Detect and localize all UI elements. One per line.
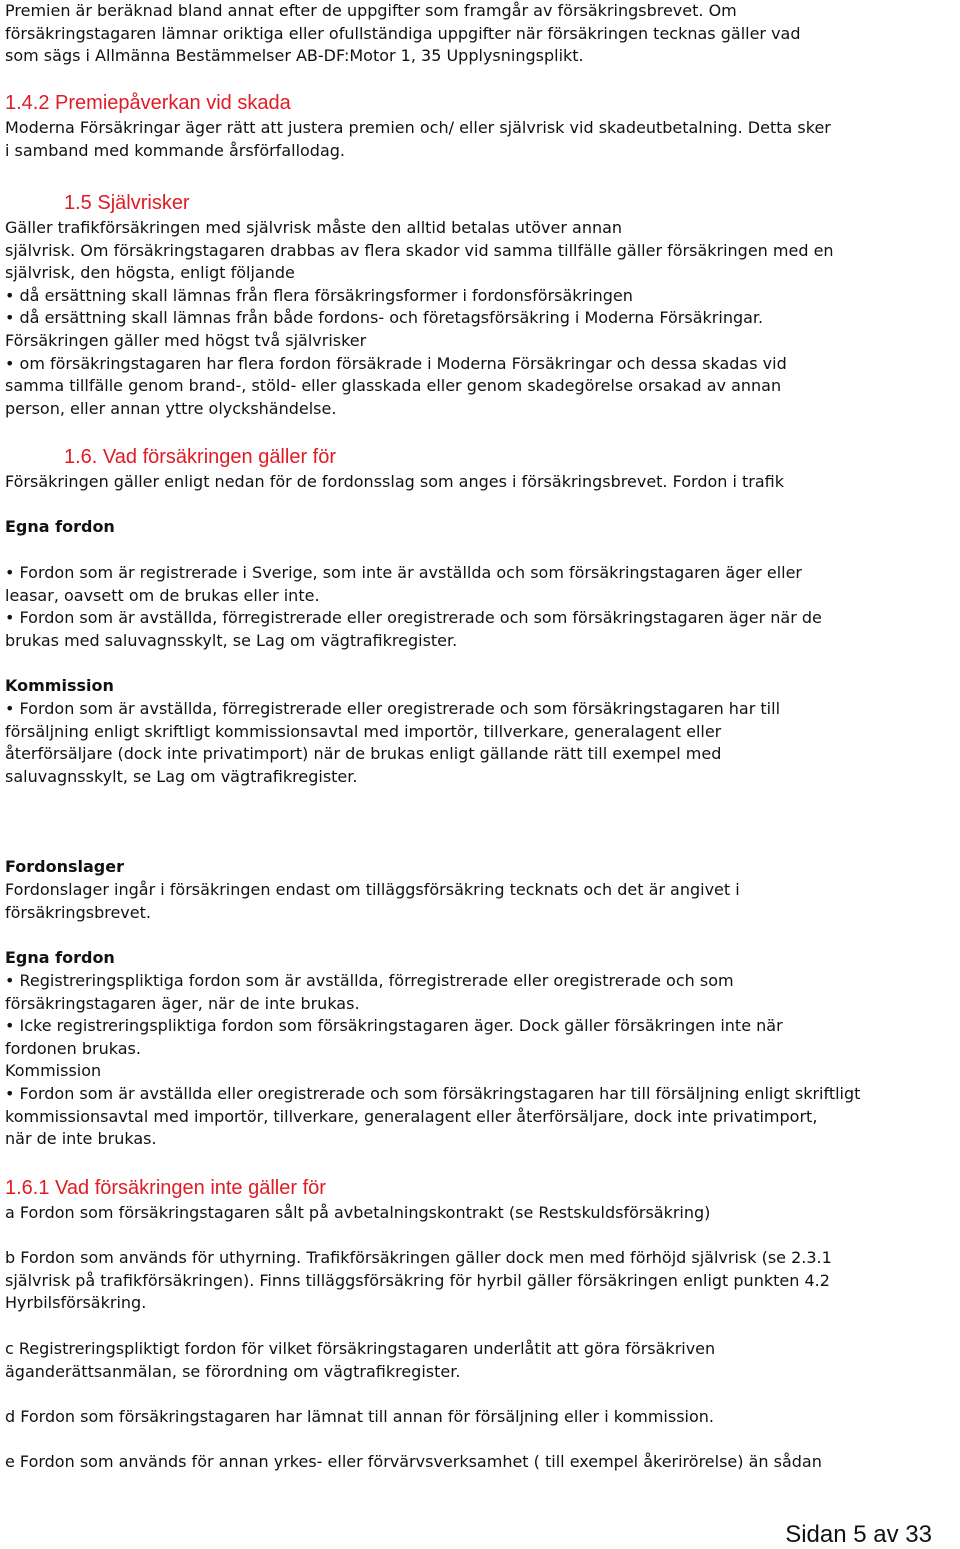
text-line: kommissionsavtal med importör, tillverkare, generalagent eller återförsäljare, dock inte privatimport, bbox=[5, 1106, 818, 1126]
subheading-text: Egna fordon bbox=[5, 948, 115, 967]
text-line: när de inte brukas. bbox=[5, 1129, 157, 1149]
paragraph-1-6-1-e bbox=[5, 1451, 957, 1474]
text-line: Moderna Försäkringar äger rätt att justera premien och/ eller självrisk vid skadeutbetalning. Detta sker bbox=[5, 118, 831, 137]
text-line: Gäller trafikförsäkringen med självrisk måste den alltid betalas utöver annan bbox=[5, 218, 623, 237]
text-line: Hyrbilsförsäkring. bbox=[5, 1293, 147, 1313]
heading-1-6-1: 1.6.1 Vad försäkringen inte gäller för bbox=[5, 1177, 326, 1199]
subheading-egna-fordon bbox=[5, 516, 957, 539]
text-line: person, eller annan yttre olyckshändelse. bbox=[5, 398, 337, 418]
text-line: försäkringstagaren äger, när de inte brukas. bbox=[5, 993, 360, 1013]
text-line: c Registreringspliktigt fordon för vilket försäkringstagaren underlåtit att göra försäkriven bbox=[5, 1339, 716, 1358]
paragraph-kommission bbox=[5, 698, 957, 788]
text-line: självrisk. Om försäkringstagaren drabbas av flera skador vid samma tillfälle gäller försäkringen med en bbox=[5, 240, 834, 260]
text-line: Försäkringen gäller med högst två självrisker bbox=[5, 330, 367, 350]
text-line: a Fordon som försäkringstagaren sålt på avbetalningskontrakt (se Restskuldsförsäkring) bbox=[5, 1203, 711, 1222]
bullet-item: • Fordon som är avställda, förregistrerade eller oregistrerade och som försäkringstagaren har till bbox=[5, 699, 781, 718]
paragraph-1-6-1-d bbox=[5, 1406, 957, 1429]
bullet-item: • Registreringspliktiga fordon som är avställda, förregistrerade eller oregistrerade och som bbox=[5, 971, 734, 990]
text-line: Kommission bbox=[5, 1061, 102, 1081]
text-line: leasar, oavsett om de brukas eller inte. bbox=[5, 585, 320, 605]
text-line: d Fordon som försäkringstagaren har lämnat till annan för försäljning eller i kommission. bbox=[5, 1407, 714, 1426]
intro-paragraph bbox=[5, 0, 957, 68]
text-line: självrisk på trafikförsäkringen). Finns tilläggsförsäkring för hyrbil gäller försäkringen enligt punkten 4.2 bbox=[5, 1270, 830, 1290]
paragraph-1-4-2 bbox=[5, 117, 957, 162]
text-line: försäljning enligt skriftligt kommissionsavtal med importör, tillverkare, generalagent eller bbox=[5, 721, 722, 741]
paragraph-egna-fordon-2 bbox=[5, 970, 957, 1151]
text-line: fordonen brukas. bbox=[5, 1038, 141, 1058]
subheading-text: Egna fordon bbox=[5, 517, 115, 536]
bullet-item: • Icke registreringspliktiga fordon som försäkringstagaren äger. Dock gäller försäkringen inte när bbox=[5, 1016, 783, 1036]
bullet-item: • om försäkringstagaren har flera fordon försäkrade i Moderna Försäkringar och dessa skadas vid bbox=[5, 353, 787, 373]
text-line: saluvagnsskylt, se Lag om vägtrafikregister. bbox=[5, 766, 358, 786]
heading-1-4-2: 1.4.2 Premiepåverkan vid skada bbox=[5, 92, 291, 114]
bullet-item: • då ersättning skall lämnas från flera försäkringsformer i fordonsförsäkringen bbox=[5, 285, 633, 305]
subheading-kommission bbox=[5, 675, 957, 698]
paragraph-1-6-1-b bbox=[5, 1247, 957, 1315]
bullet-item: • då ersättning skall lämnas från både fordons- och företagsförsäkring i Moderna Försäkringar. bbox=[5, 308, 764, 328]
heading-1-6: 1.6. Vad försäkringen gäller för bbox=[64, 446, 337, 468]
paragraph-1-5 bbox=[5, 217, 957, 420]
text-line: e Fordon som används för annan yrkes- eller förvärvsverksamhet ( till exempel åkerirörelse) än sådan bbox=[5, 1452, 822, 1471]
text-line: Fordonslager ingår i försäkringen endast om tilläggsförsäkring tecknats och det är angivet i bbox=[5, 880, 740, 899]
text-line: försäkringstagaren lämnar oriktiga eller ofullständiga uppgifter när försäkringen tecknas gäller vad bbox=[5, 23, 801, 43]
paragraph-fordonslager bbox=[5, 879, 957, 924]
subheading-egna-fordon-2 bbox=[5, 947, 957, 970]
heading-1-5: 1.5 Självrisker bbox=[64, 192, 190, 214]
text-line: som sägs i Allmänna Bestämmelser AB-DF:Motor 1, 35 Upplysningsplikt. bbox=[5, 46, 584, 66]
text-line: återförsäljare (dock inte privatimport) när de brukas enligt gällande rätt till exempel med bbox=[5, 744, 722, 764]
bullet-item: • Fordon som är registrerade i Sverige, som inte är avställda och som försäkringstagaren äger eller bbox=[5, 563, 803, 582]
text-line: äganderättsanmälan, se förordning om vägtrafikregister. bbox=[5, 1361, 461, 1381]
subheading-fordonslager bbox=[5, 856, 957, 879]
paragraph-1-6-1-a bbox=[5, 1202, 957, 1225]
paragraph-1-6-1-c bbox=[5, 1338, 957, 1383]
paragraph-egna-fordon bbox=[5, 562, 957, 652]
text-line: försäkringsbrevet. bbox=[5, 902, 151, 922]
page-number-footer: Sidan 5 av 33 bbox=[785, 1521, 932, 1548]
bullet-item: • Fordon som är avställda eller oregistrerade och som försäkringstagaren har till försäljning enligt skriftligt bbox=[5, 1083, 861, 1103]
text-line: Premien är beräknad bland annat efter de uppgifter som framgår av försäkringsbrevet. Om bbox=[5, 1, 737, 20]
paragraph-1-6 bbox=[5, 471, 957, 494]
text-line: b Fordon som används för uthyrning. Trafikförsäkringen gäller dock men med förhöjd självrisk (se 2.3.1 bbox=[5, 1248, 832, 1267]
text-line: brukas med saluvagnsskylt, se Lag om vägtrafikregister. bbox=[5, 630, 458, 650]
text-line: samma tillfälle genom brand-, stöld- eller glasskada eller genom skadegörelse orsakad av annan bbox=[5, 376, 782, 396]
text-line: Försäkringen gäller enligt nedan för de fordonsslag som anges i försäkringsbrevet. Fordon i trafik bbox=[5, 472, 785, 491]
text-line: i samband med kommande årsförfallodag. bbox=[5, 140, 345, 160]
subheading-text: Fordonslager bbox=[5, 857, 124, 876]
bullet-item: • Fordon som är avställda, förregistrerade eller oregistrerade och som försäkringstagaren äger när de bbox=[5, 608, 822, 628]
subheading-text: Kommission bbox=[5, 676, 114, 695]
text-line: självrisk, den högsta, enligt följande bbox=[5, 263, 295, 283]
